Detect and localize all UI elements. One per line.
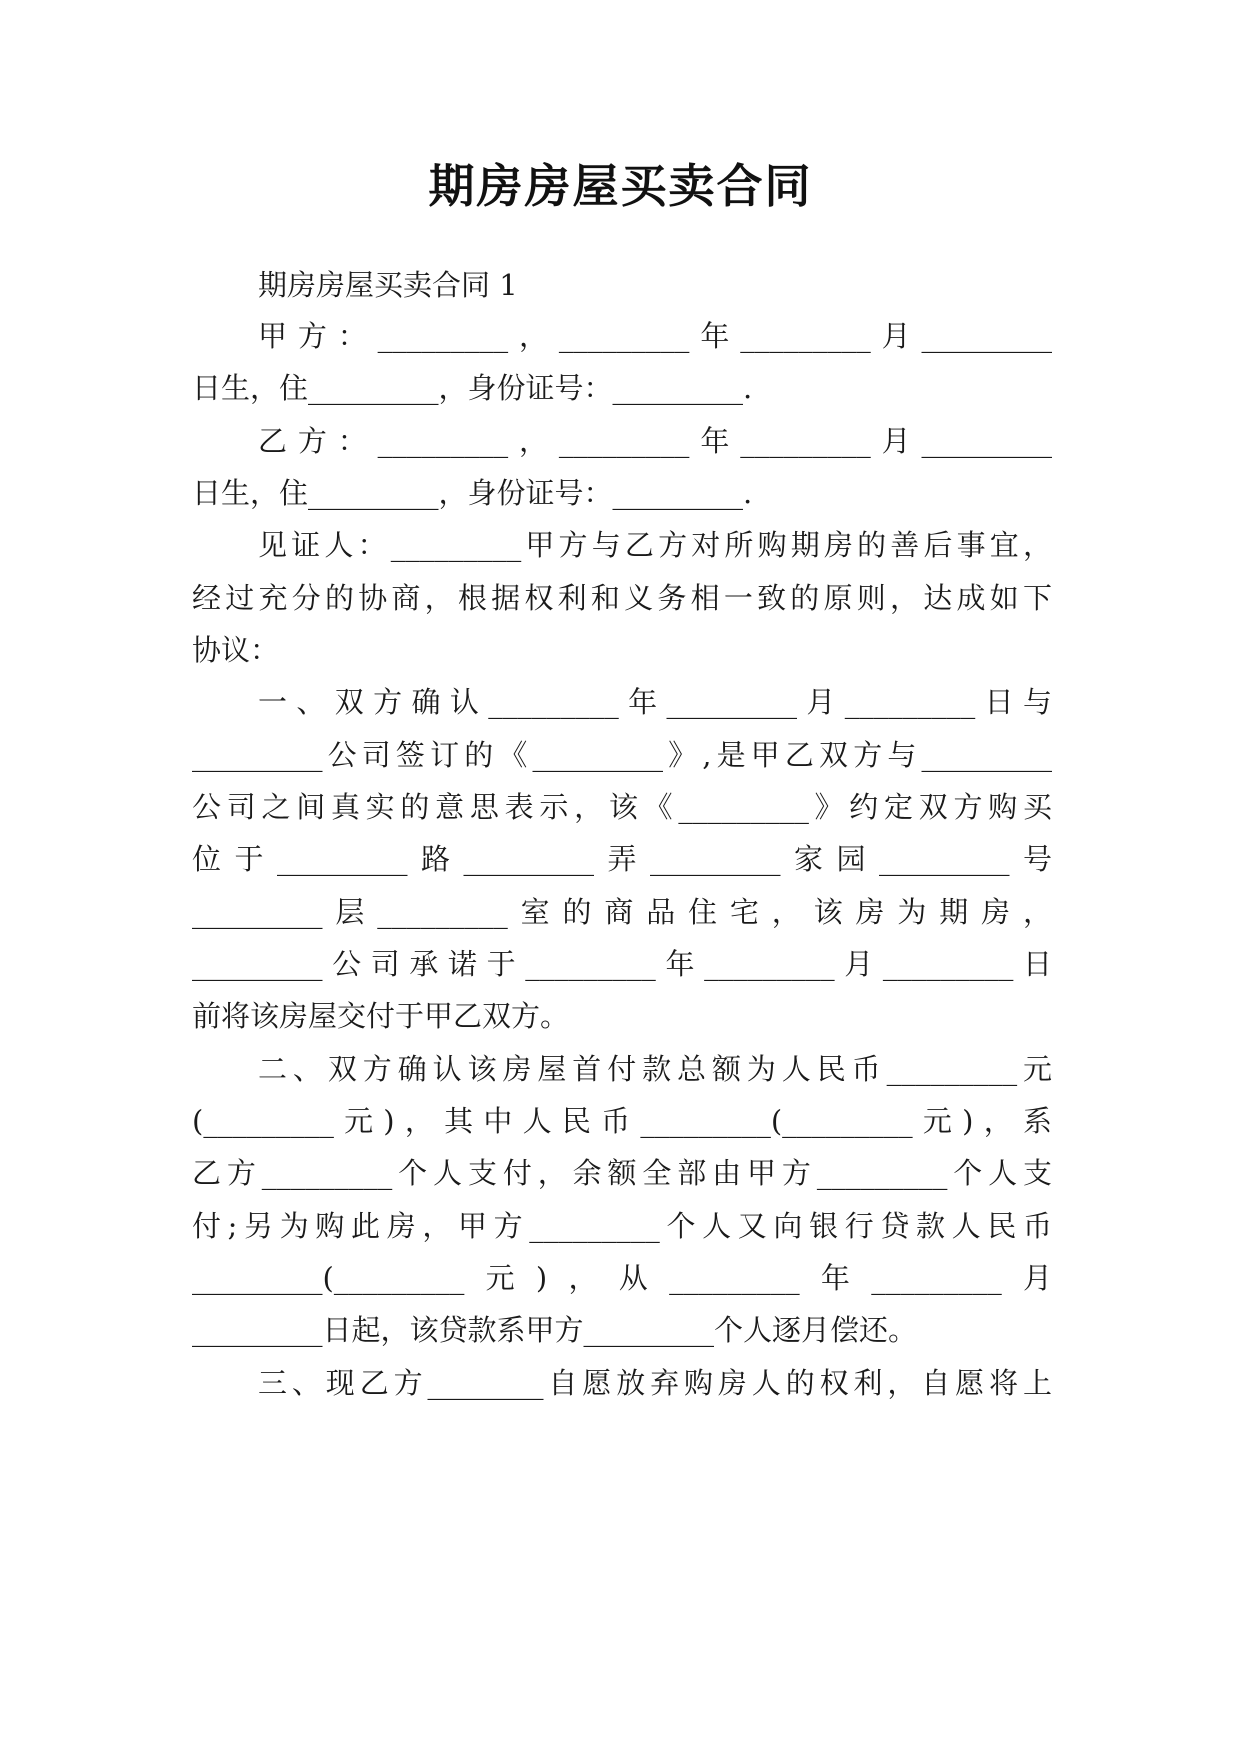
clause-1-line-4: 位于_________路_________弄_________家园_________号: [192, 842, 1052, 876]
clause-2-line-4: 付;另为购此房，甲方_________个人又向银行贷款人民币: [192, 1209, 1052, 1243]
clause-1-line-5: _________层_________室的商品住宅，该房为期房，: [192, 895, 1052, 929]
clause-1-line-3: 公司之间真实的意思表示，该《_________》约定双方购买: [192, 790, 1052, 824]
clause-2-line-2: (_________元)，其中人民币_________(_________元)，系: [192, 1104, 1052, 1138]
witness-line-3: 协议：: [192, 633, 280, 667]
clause-1-line-1: 一、双方确认_________年_________月_________日与: [258, 685, 1052, 719]
clause-2-line-5: _________(_________元)，从_________年_________月: [192, 1261, 1052, 1295]
party-a-line-1: 甲方：_________，_________年_________月_________: [258, 319, 1052, 353]
clause-2-line-1: 二、双方确认该房屋首付款总额为人民币_________元: [258, 1052, 1052, 1086]
contract-subtitle: 期房房屋买卖合同 1: [258, 268, 518, 302]
clause-1-line-6: _________公司承诺于_________年_________月_________日: [192, 947, 1052, 981]
witness-line-1: 见证人：_________甲方与乙方对所购期房的善后事宜，: [258, 528, 1052, 562]
party-a-line-2: 日生，住_________，身份证号：_________.: [192, 371, 753, 405]
clause-2-line-6: _________日起，该贷款系甲方_________个人逐月偿还。: [192, 1313, 918, 1347]
clause-3-line-1: 三、现乙方________自愿放弃购房人的权利，自愿将上: [258, 1366, 1052, 1400]
witness-line-2: 经过充分的协商，根据权利和义务相一致的原则，达成如下: [192, 581, 1052, 615]
document-title: 期房房屋买卖合同: [428, 159, 813, 213]
party-b-line-2: 日生，住_________，身份证号：_________.: [192, 476, 753, 510]
clause-2-line-3: 乙方_________个人支付，余额全部由甲方_________个人支: [192, 1156, 1052, 1190]
clause-1-line-2: _________公司签订的《_________》,是甲乙双方与_________: [192, 738, 1052, 772]
clause-1-line-7: 前将该房屋交付于甲乙双方。: [192, 999, 570, 1033]
party-b-line-1: 乙方：_________，_________年_________月_________: [258, 424, 1052, 458]
